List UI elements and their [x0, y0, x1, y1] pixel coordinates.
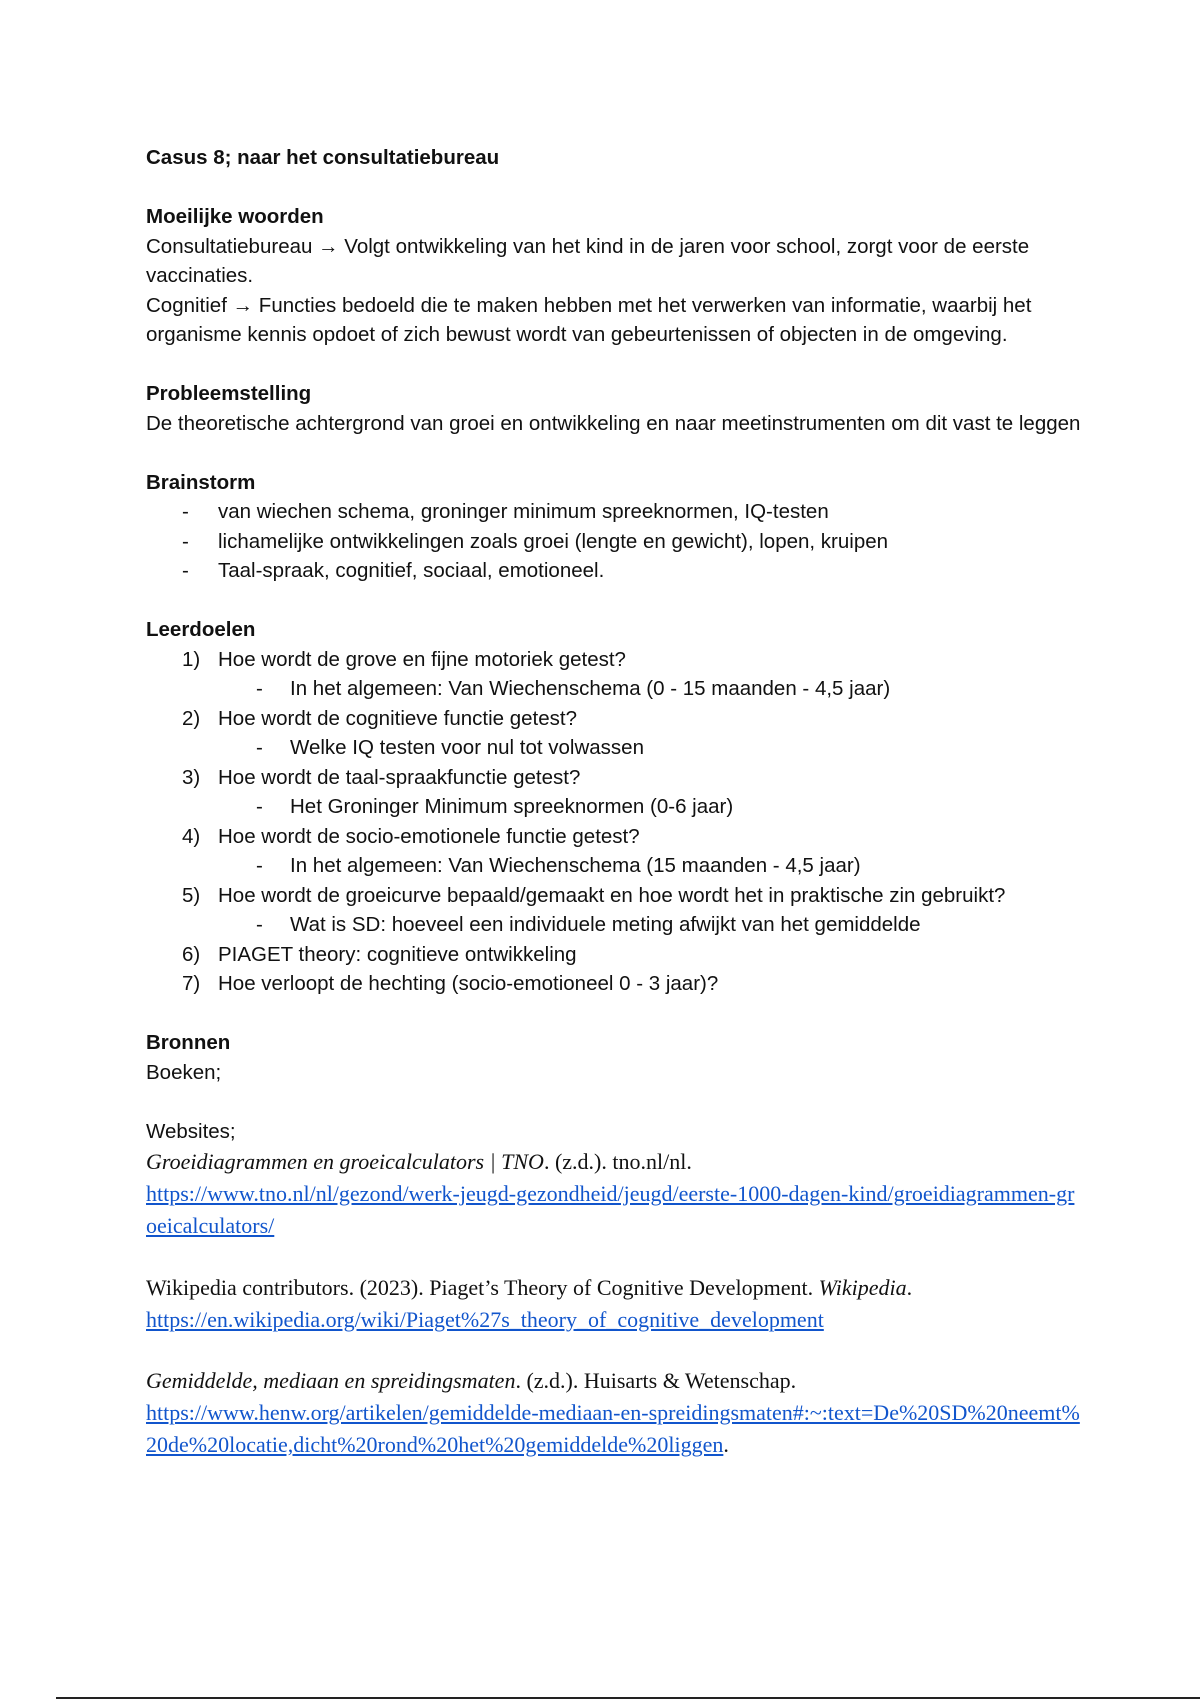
list-item: - Taal-spraak, cognitief, sociaal, emotioneel.: [146, 556, 1081, 586]
reference-title: Wikipedia: [818, 1274, 907, 1300]
reference-title: Gemiddelde, mediaan en spreidingsmaten: [146, 1368, 516, 1393]
sub-list-item: - Het Groninger Minimum spreeknormen (0-6 jaar): [218, 792, 1081, 822]
list-item-text: Hoe verloopt de hechting (socio-emotioneel 0 - 3 jaar)?: [218, 972, 719, 995]
list-item-text: Hoe wordt de grove en fijne motoriek getest?: [218, 647, 626, 671]
reference-henw: [146, 1365, 1081, 1461]
spacer: [146, 586, 1081, 616]
list-number: 2): [182, 706, 201, 730]
section-heading-brainstorm: Brainstorm: [146, 470, 256, 494]
spacer: [146, 173, 1081, 203]
websites-label: Websites;: [146, 1119, 236, 1143]
page-bottom-rule: [56, 1697, 1200, 1699]
section-heading-moeilijke-woorden: Moeilijke woorden: [146, 205, 324, 228]
reference-link-tno[interactable]: https://www.tno.nl/nl/gezond/werk-jeugd-gezondheid/jeugd/eerste-1000-dagen-kind/groeidiagrammen-groeicalculators/: [146, 1181, 1075, 1238]
list-item-text: Hoe wordt de taal-spraakfunctie getest?: [218, 765, 581, 789]
list-number: 3): [182, 765, 201, 789]
spacer: [146, 1087, 1081, 1117]
list-number: 5): [182, 883, 201, 907]
sub-list-item: - Welke IQ testen voor nul tot volwassen: [218, 733, 1081, 763]
definition-cognitief: Cognitief → Functies bedoeld die te maken hebben met het verwerken van informatie, waarbij het organisme kennis opdoet of zich bewust wordt van gebeurtenissen of objecten in de omgeving.: [146, 293, 1032, 346]
reference-details: . (z.d.). tno.nl/nl.: [543, 1149, 692, 1174]
reference-details: . (z.d.). Huisarts & Wetenschap.: [515, 1368, 797, 1393]
list-item: [146, 881, 1081, 940]
reference-details: .: [906, 1274, 913, 1300]
list-item-text: PIAGET theory: cognitieve ontwikkeling: [218, 942, 577, 966]
list-item: [146, 822, 1081, 881]
list-number: 7): [182, 972, 201, 995]
list-item-text: Hoe wordt de cognitieve functie getest?: [218, 706, 577, 730]
spacer: [146, 1242, 1081, 1272]
list-item: [146, 969, 1081, 999]
list-item: [146, 763, 1081, 822]
reference-title: Groeidiagrammen en groeicalculators | TNO: [146, 1149, 544, 1174]
list-item-text: Hoe wordt de socio-emotionele functie getest?: [218, 824, 640, 848]
sub-list-item: - In het algemeen: Van Wiechenschema (0 - 15 maanden - 4,5 jaar): [218, 674, 1081, 704]
list-item-text: Hoe wordt de groeicurve bepaald/gemaakt en hoe wordt het in praktische zin gebruikt?: [218, 883, 1006, 907]
list-item: - lichamelijke ontwikkelingen zoals groei (lengte en gewicht), lopen, kruipen: [146, 527, 1081, 557]
list-item: [146, 940, 1081, 970]
sub-list: [218, 792, 1081, 822]
sub-list: [218, 851, 1081, 881]
list-item: - van wiechen schema, groninger minimum spreeknormen, IQ-testen: [146, 497, 1081, 527]
definition-consultatiebureau: Consultatiebureau → Volgt ontwikkeling van het kind in de jaren voor school, zorgt voor de eerste vaccinaties.: [146, 234, 1030, 287]
spacer: [146, 438, 1081, 468]
probleemstelling-text: De theoretische achtergrond van groei en ontwikkeling en naar meetinstrumenten om dit vast te leggen: [146, 411, 1081, 435]
reference-link-henw[interactable]: https://www.henw.org/artikelen/gemiddelde-mediaan-en-spreidingsmaten#:~:text=De%20SD%20neemt%20de%20locatie,dicht%20rond%20het%20gemiddelde%20liggen: [146, 1400, 1080, 1457]
reference-link-wikipedia[interactable]: https://en.wikipedia.org/wiki/Piaget%27s_theory_of_cognitive_development: [146, 1306, 824, 1332]
list-number: 6): [182, 942, 201, 966]
boeken-label: Boeken;: [146, 1060, 222, 1084]
spacer: [146, 1336, 1081, 1366]
sub-list-item: - In het algemeen: Van Wiechenschema (15 maanden - 4,5 jaar): [218, 851, 1081, 881]
reference-prefix: Wikipedia contributors. (2023). Piaget’s Theory of Cognitive Development.: [146, 1274, 819, 1300]
sub-list: [218, 674, 1081, 704]
sub-list: [218, 733, 1081, 763]
sub-list: [218, 910, 1081, 940]
reference-wikipedia: [146, 1272, 1081, 1336]
document-title: Casus 8; naar het consultatiebureau: [146, 146, 500, 169]
reference-trailing-period: .: [723, 1432, 729, 1457]
section-heading-probleemstelling: Probleemstelling: [146, 382, 312, 405]
reference-tno: [146, 1146, 1081, 1242]
sub-list-item: - Wat is SD: hoeveel een individuele meting afwijkt van het gemiddelde: [218, 910, 1081, 940]
list-number: 1): [182, 647, 201, 671]
section-heading-leerdoelen: Leerdoelen: [146, 618, 256, 641]
list-item: [146, 704, 1081, 763]
spacer: [146, 350, 1081, 380]
leerdoelen-list: [146, 645, 1081, 999]
list-item: [146, 645, 1081, 704]
section-heading-bronnen: Bronnen: [146, 1031, 231, 1054]
list-number: 4): [182, 824, 201, 848]
document-content: [146, 143, 1081, 1461]
spacer: [146, 999, 1081, 1029]
brainstorm-list: [146, 497, 1081, 586]
